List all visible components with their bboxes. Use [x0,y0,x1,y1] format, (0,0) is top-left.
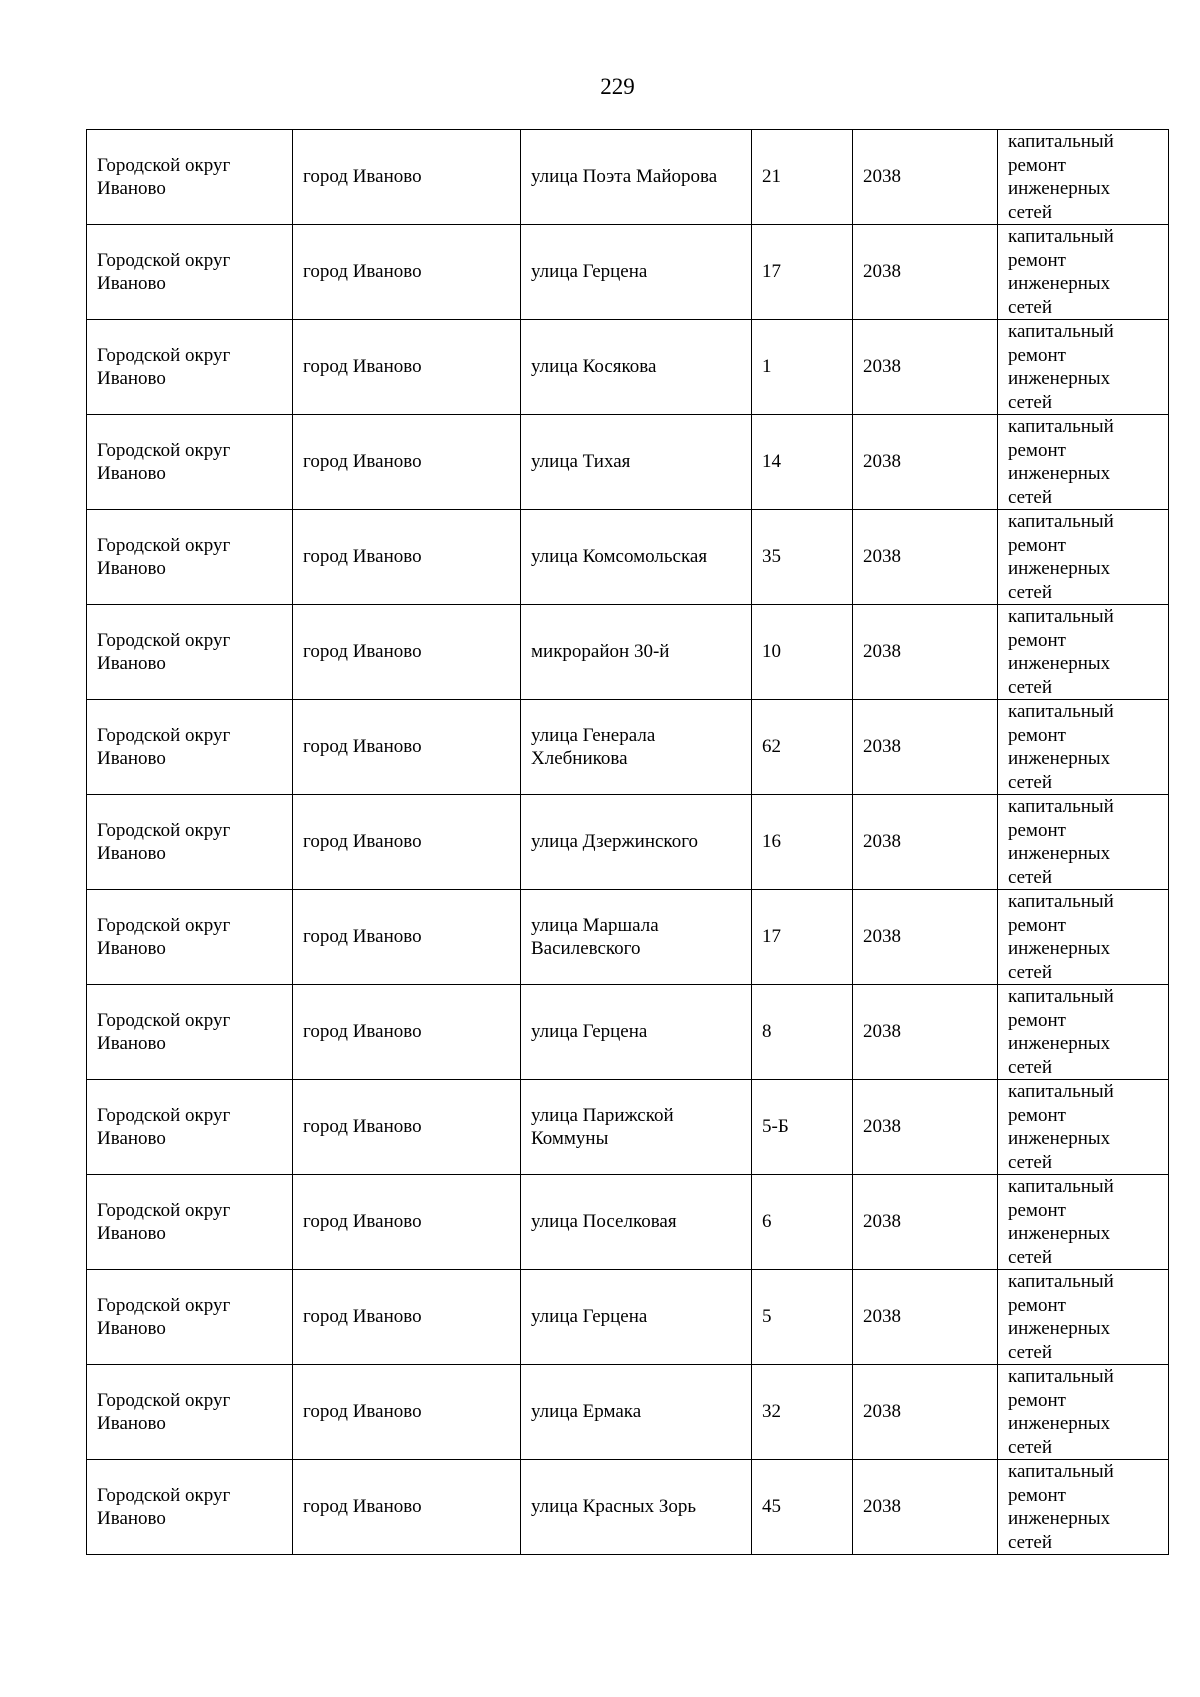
municipality-cell: Городской округ Иваново [87,985,293,1080]
municipality-cell: Городской округ Иваново [87,130,293,225]
locality-cell: город Иваново [293,510,521,605]
registry-table-body [87,130,1169,1555]
locality-cell: город Иваново [293,130,521,225]
house-number-cell: 1 [752,320,853,415]
table-row [87,320,1169,415]
street-cell: улица Ермака [521,1365,752,1460]
street-cell: микрорайон 30-й [521,605,752,700]
house-number-cell: 10 [752,605,853,700]
work-type-cell: капитальный ремонт инженерных сетей [998,415,1169,510]
municipality-cell: Городской округ Иваново [87,795,293,890]
municipality-cell: Городской округ Иваново [87,1365,293,1460]
municipality-cell: Городской округ Иваново [87,415,293,510]
year-cell: 2038 [853,1080,998,1175]
house-number-cell: 35 [752,510,853,605]
work-type-cell: капитальный ремонт инженерных сетей [998,605,1169,700]
table-row [87,130,1169,225]
table-row [87,605,1169,700]
table-row [87,985,1169,1080]
page-number: 229 [600,74,635,99]
street-cell: улица Дзержинского [521,795,752,890]
municipality-cell: Городской округ Иваново [87,605,293,700]
street-cell: улица Косякова [521,320,752,415]
locality-cell: город Иваново [293,1460,521,1555]
table-row [87,225,1169,320]
municipality-cell: Городской округ Иваново [87,1460,293,1555]
table-row [87,510,1169,605]
year-cell: 2038 [853,795,998,890]
street-cell: улица Тихая [521,415,752,510]
year-cell: 2038 [853,320,998,415]
locality-cell: город Иваново [293,700,521,795]
house-number-cell: 17 [752,225,853,320]
municipality-cell: Городской округ Иваново [87,1175,293,1270]
locality-cell: город Иваново [293,985,521,1080]
registry-table [86,129,1169,1555]
locality-cell: город Иваново [293,795,521,890]
house-number-cell: 32 [752,1365,853,1460]
house-number-cell: 8 [752,985,853,1080]
work-type-cell: капитальный ремонт инженерных сетей [998,1175,1169,1270]
year-cell: 2038 [853,225,998,320]
work-type-cell: капитальный ремонт инженерных сетей [998,320,1169,415]
house-number-cell: 16 [752,795,853,890]
year-cell: 2038 [853,1460,998,1555]
municipality-cell: Городской округ Иваново [87,700,293,795]
street-cell: улица Герцена [521,985,752,1080]
locality-cell: город Иваново [293,1080,521,1175]
house-number-cell: 21 [752,130,853,225]
work-type-cell: капитальный ремонт инженерных сетей [998,1270,1169,1365]
work-type-cell: капитальный ремонт инженерных сетей [998,225,1169,320]
locality-cell: город Иваново [293,225,521,320]
year-cell: 2038 [853,510,998,605]
year-cell: 2038 [853,985,998,1080]
table-row [87,1080,1169,1175]
street-cell: улица Комсомольская [521,510,752,605]
street-cell: улица Красных Зорь [521,1460,752,1555]
municipality-cell: Городской округ Иваново [87,510,293,605]
street-cell: улица Парижской Коммуны [521,1080,752,1175]
work-type-cell: капитальный ремонт инженерных сетей [998,700,1169,795]
year-cell: 2038 [853,1270,998,1365]
municipality-cell: Городской округ Иваново [87,225,293,320]
year-cell: 2038 [853,130,998,225]
work-type-cell: капитальный ремонт инженерных сетей [998,985,1169,1080]
work-type-cell: капитальный ремонт инженерных сетей [998,1080,1169,1175]
table-row [87,415,1169,510]
municipality-cell: Городской округ Иваново [87,890,293,985]
table-row [87,700,1169,795]
table-row [87,1460,1169,1555]
work-type-cell: капитальный ремонт инженерных сетей [998,130,1169,225]
locality-cell: город Иваново [293,320,521,415]
year-cell: 2038 [853,415,998,510]
year-cell: 2038 [853,605,998,700]
locality-cell: город Иваново [293,415,521,510]
work-type-cell: капитальный ремонт инженерных сетей [998,510,1169,605]
house-number-cell: 45 [752,1460,853,1555]
locality-cell: город Иваново [293,890,521,985]
street-cell: улица Поэта Майорова [521,130,752,225]
year-cell: 2038 [853,1365,998,1460]
locality-cell: город Иваново [293,1175,521,1270]
work-type-cell: капитальный ремонт инженерных сетей [998,1460,1169,1555]
street-cell: улица Герцена [521,1270,752,1365]
locality-cell: город Иваново [293,605,521,700]
street-cell: улица Герцена [521,225,752,320]
house-number-cell: 6 [752,1175,853,1270]
house-number-cell: 14 [752,415,853,510]
street-cell: улица Генерала Хлебникова [521,700,752,795]
work-type-cell: капитальный ремонт инженерных сетей [998,1365,1169,1460]
table-row [87,1270,1169,1365]
work-type-cell: капитальный ремонт инженерных сетей [998,795,1169,890]
locality-cell: город Иваново [293,1270,521,1365]
house-number-cell: 5-Б [752,1080,853,1175]
house-number-cell: 17 [752,890,853,985]
work-type-cell: капитальный ремонт инженерных сетей [998,890,1169,985]
year-cell: 2038 [853,700,998,795]
table-row [87,795,1169,890]
table-row [87,1365,1169,1460]
street-cell: улица Маршала Василевского [521,890,752,985]
year-cell: 2038 [853,1175,998,1270]
street-cell: улица Поселковая [521,1175,752,1270]
municipality-cell: Городской округ Иваново [87,1080,293,1175]
municipality-cell: Городской округ Иваново [87,1270,293,1365]
locality-cell: город Иваново [293,1365,521,1460]
year-cell: 2038 [853,890,998,985]
house-number-cell: 62 [752,700,853,795]
table-row [87,1175,1169,1270]
municipality-cell: Городской округ Иваново [87,320,293,415]
table-row [87,890,1169,985]
house-number-cell: 5 [752,1270,853,1365]
